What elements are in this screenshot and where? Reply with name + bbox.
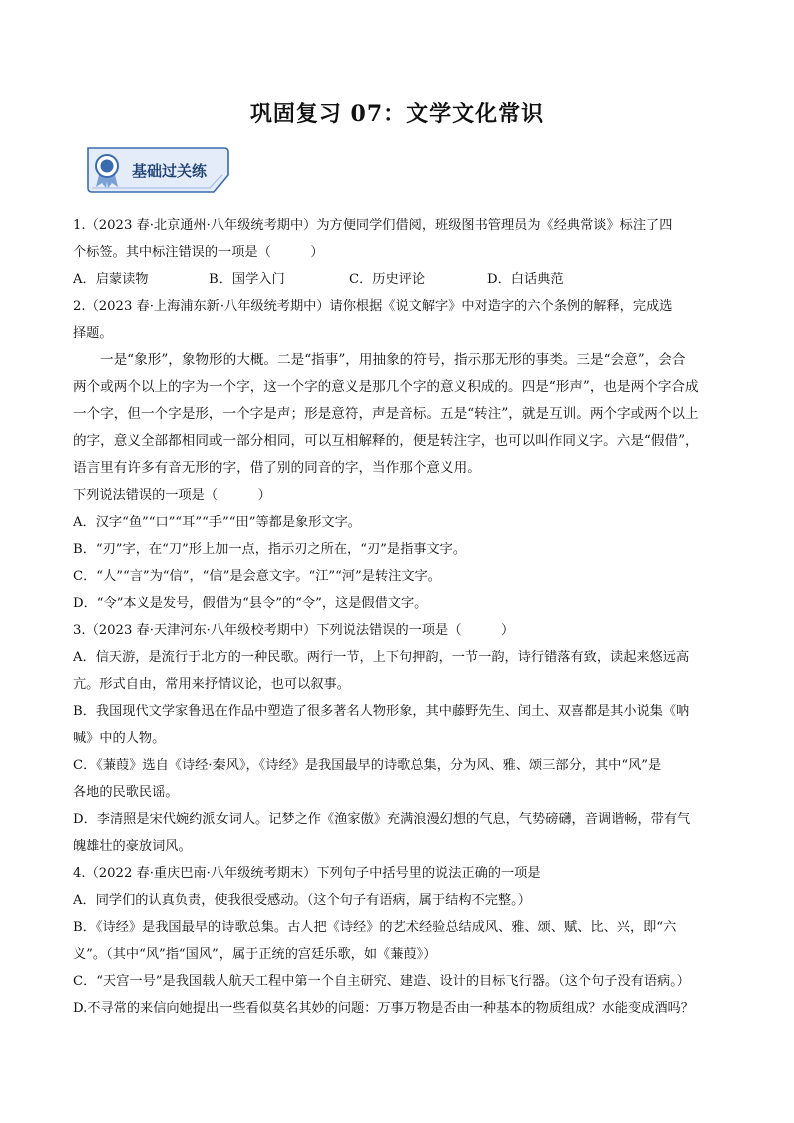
question-1-option-d: D．白话典范 [487,272,564,287]
question-3-option-d-cont: 魄雄壮的豪放词风。 [73,839,192,854]
passage-line: 两个或两个以上的字为一个字，这一个字的意义是那几个字的意义积成的。四是“形声”，也是两个字合成 [73,379,699,395]
question-1-options [73,266,723,293]
question-4-option-b: B．《诗经》是我国最早的诗歌总集。古人把《诗经》的艺术经验总结成风、雅、颂、赋、比、兴，即“六 [73,920,677,935]
question-2-option-a: A．汉字“鱼”“口”“耳”“手”“田”等都是象形文字。 [73,515,361,530]
question-2 [73,293,723,617]
question-2-stem-line-1: 2.（2023 春·上海浦东新·八年级统考期中）请你根据《说文解字》中对造字的六个条例的解释，完成选 [73,299,673,314]
question-1-stem-line-2: 个标签。其中标注错误的一项是（ ） [73,245,324,260]
passage-line: 的字，意义全部都相同或一部分相同，可以互相解释的，便是转注字，也可以叫作同义字。六是“假借”， [73,433,699,449]
question-3-option-b-cont: 喊》中的人物。 [73,731,166,746]
question-4-option-b-cont: 义”。（其中“风”指“国风”，属于正统的宫廷乐歌，如《蒹葭》） [73,947,437,962]
page-title: 巩固复习 07：文学文化常识 [249,101,545,127]
question-2-option-d: D．“令”本义是发号，假借为“县令”的“令”，这是假借文字。 [73,596,428,611]
question-1-option-c: C．历史评论 [349,272,426,287]
question-2-passage [73,347,723,482]
question-4 [73,860,723,1022]
passage-line: 语言里有许多有音无形的字，借了别的同音的字，当作那个意义用。 [73,460,481,476]
question-4-option-a: A．同学们的认真负责，使我很受感动。（这个句子有语病，属于结构不完整。） [73,893,531,908]
question-1-option-a: A．启蒙读物 [73,272,149,287]
question-1 [73,212,723,293]
question-3-option-d: D．李清照是宋代婉约派女词人。记梦之作《渔家傲》充满浪漫幻想的气息，气势磅礴，音调谐畅，带有气 [73,812,691,827]
question-3-option-c-cont: 各地的民歌民谣。 [73,785,179,800]
question-2-option-c: C．“人”“言”为“信”，“信”是会意文字。“江”“河”是转注文字。 [73,569,441,584]
question-4-option-c: C．“天宫一号”是我国载人航天工程中第一个自主研究、建造、设计的目标飞行器。（这个句子没有语病。） [73,974,690,989]
question-3-option-c: C．《蒹葭》选自《诗经·秦风》，《诗经》是我国最早的诗歌总集，分为风、雅、颂三部分，其中“风”是 [73,758,662,773]
question-1-stem-line-1: 1.（2023 春·北京通州·八年级统考期中）为方便同学们借阅，班级图书管理员为《经典常谈》标注了四 [73,218,673,233]
question-2-option-b: B．“刃”字，在“刀”形上加一点，指示刃之所在，“刃”是指事文字。 [73,542,467,557]
question-3-stem: 3.（2023 春·天津河东·八年级校考期中）下列说法错误的一项是（ ） [73,623,515,638]
question-2-sub-stem: 下列说法错误的一项是（ ） [73,488,271,503]
section-badge-label: 基础过关练 [132,162,208,180]
question-3-option-b: B．我国现代文学家鲁迅在作品中塑造了很多著名人物形象，其中藤野先生、闰土、双喜都是其小说集《呐 [73,704,690,719]
question-2-stem-line-2: 择题。 [73,326,113,341]
question-3 [73,617,723,860]
question-3-option-a-cont: 亢。形式自由，常用来抒情议论，也可以叙事。 [73,677,350,692]
question-3-option-a: A．信天游，是流行于北方的一种民歌。两行一节，上下句押韵，一节一韵，诗行错落有致，读起来悠远高 [73,650,690,665]
question-4-option-d: D.不寻常的来信向她提出一些看似莫名其妙的问题：万事万物是否由一种基本的物质组成？水能变成酒吗？ [73,1001,694,1016]
passage-line: 一是“象形”，象物形的大概。二是“指事”，用抽象的符号，指示那无形的事类。三是“会意”，会合 [100,352,686,368]
question-1-option-b: B．国学入门 [209,272,285,287]
question-4-stem: 4.（2022 春·重庆巴南·八年级统考期末）下列句子中括号里的说法正确的一项是 [73,866,541,881]
passage-line: 一个字，但一个字是形，一个字是声；形是意符，声是音标。五是“转注”，就是互训。两个字或两个以上 [73,406,699,422]
question-list [73,212,723,1022]
